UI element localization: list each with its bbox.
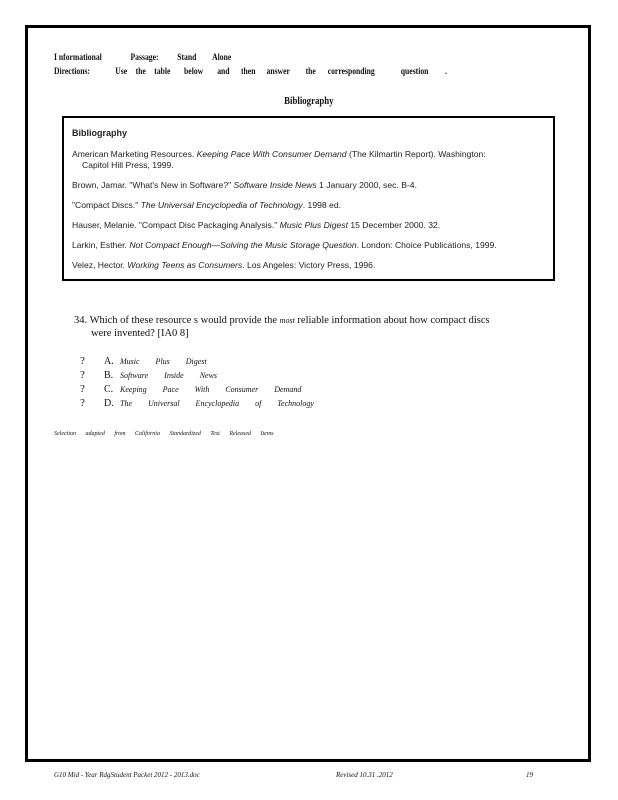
entry-text: . Los Angeles: Victory Press, 1996. [242, 260, 376, 270]
directions-word: . [445, 66, 447, 76]
entry-title: Software Inside News [233, 180, 317, 190]
footer-revised: Revised 10.31 .2012 [336, 771, 393, 779]
footer-page-number: 19 [526, 771, 533, 779]
directions-word: question [400, 66, 429, 76]
entry-title: Not Compact Enough—Solving the Music Storage Question [129, 240, 357, 250]
directions-label: Directions: [54, 66, 90, 76]
directions-word: and [217, 66, 230, 76]
entry-text: Velez, Hector. [72, 260, 128, 270]
entry-text: Capitol Hill Press, 1999. [82, 160, 174, 170]
entry-text: Hauser, Melanie. "Compact Disc Packaging Analysis." [72, 220, 280, 230]
directions-word: answer [266, 66, 290, 76]
bibliography-entry [72, 149, 542, 171]
directions-word: the [305, 66, 316, 76]
choice-text: Software Inside News [120, 371, 218, 380]
choice-bubble-icon[interactable]: ? [80, 369, 85, 381]
directions-word: then [241, 66, 256, 76]
type-label: I nformational [54, 52, 102, 62]
directions-word: below [184, 66, 204, 76]
question-text: reliable information about how compact discs [297, 315, 490, 326]
question-emphasis: most [279, 316, 295, 325]
passage-label: Passage: [130, 52, 159, 62]
entry-text: (The Kilmartin Report). Washington: [346, 149, 486, 159]
alone-label: Alone [212, 52, 232, 62]
bibliography-heading: Bibliography [72, 128, 128, 138]
entry-title: The Universal Encyclopedia of Technology [140, 200, 303, 210]
question-text: were invented? [IA0 8] [91, 328, 189, 339]
footer-filename: G10 Mid - Year RdgStudent Packet 2012 - 2013.doc [54, 771, 200, 779]
directions-word: the [135, 66, 146, 76]
bibliography-entry [72, 180, 542, 191]
source-note: Selection adapted from California Standardized Test Released Items [54, 431, 274, 437]
entry-text: . 1998 ed. [302, 200, 342, 210]
question-text: Which of these resource s would provide the [89, 315, 278, 326]
entry-title: Music Plus Digest [279, 220, 348, 230]
directions-word: table [154, 66, 171, 76]
section-title-text: Bibliography [284, 95, 334, 107]
choice-text: Music Plus Digest [120, 357, 207, 366]
directions-word: Use [115, 66, 128, 76]
bibliography-entry [72, 200, 542, 211]
section-title [0, 95, 618, 107]
choice-bubble-icon[interactable]: ? [80, 383, 85, 395]
entry-title: Working Teens as Consumers [127, 260, 243, 270]
choice-letter: D. [104, 398, 114, 409]
choice-text: Keeping Pace With Consumer Demand [120, 385, 302, 394]
choice-bubble-icon[interactable]: ? [80, 397, 85, 409]
entry-text: "Compact Discs." [72, 200, 141, 210]
bibliography-entry [72, 260, 542, 271]
choice-bubble-icon[interactable]: ? [80, 355, 85, 367]
choice-letter: B. [104, 370, 114, 381]
choice-letter: A. [104, 356, 114, 367]
bibliography-box [62, 116, 555, 281]
entry-text: . London: Choice Publications, 1999. [356, 240, 497, 250]
bibliography-entry [72, 220, 542, 231]
question-number: 34. [74, 315, 88, 326]
stand-label: Stand [177, 52, 197, 62]
choice-text: The Universal Encyclopedia of Technology [120, 399, 314, 408]
entry-text: 15 December 2000. 32. [347, 220, 441, 230]
choice-letter: C. [104, 384, 114, 395]
entry-text: American Marketing Resources. [72, 149, 197, 159]
entry-text: Brown, Jamar. "What's New in Software?" [72, 180, 234, 190]
entry-text: 1 January 2000, sec. B-4. [316, 180, 417, 190]
entry-title: Keeping Pace With Consumer Demand [196, 149, 347, 159]
entry-text: Larkin, Esther. [72, 240, 130, 250]
directions-word: corresponding [327, 66, 375, 76]
question-34 [74, 314, 548, 340]
bibliography-entry [72, 240, 542, 251]
